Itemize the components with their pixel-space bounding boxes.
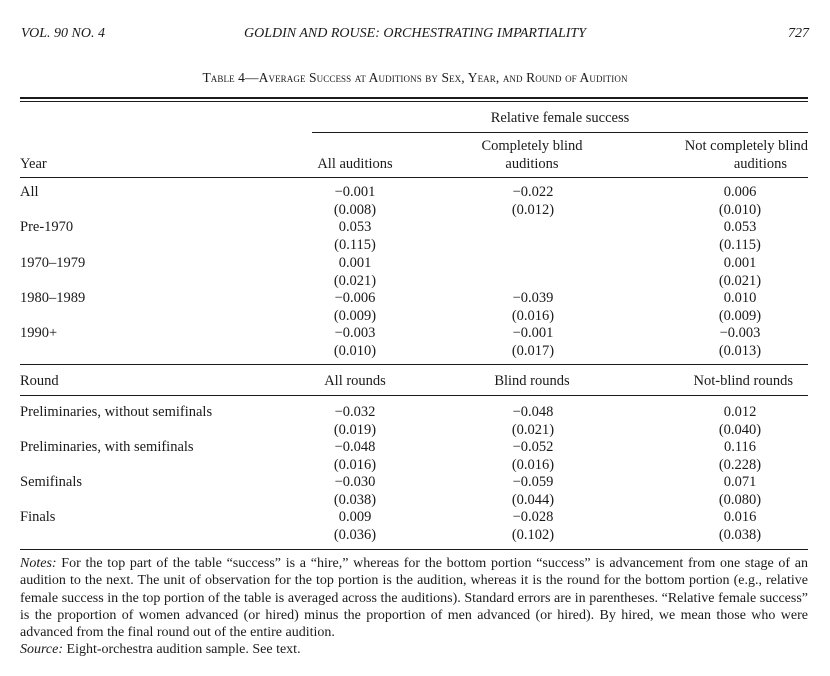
spanner-rule — [312, 132, 808, 133]
page-number: 727 — [788, 26, 809, 41]
cell-value: 0.010 — [723, 290, 757, 306]
cell-value: −0.059 — [512, 474, 554, 490]
table-label: Table 4 — [202, 70, 246, 85]
cell-se: (0.038) — [718, 527, 762, 543]
stub-header-year: Year — [20, 156, 47, 172]
running-head-volume: VOL. 90 NO. 4 — [21, 26, 105, 41]
row-label: Semifinals — [20, 474, 83, 490]
cell-value: −0.003 — [719, 325, 761, 341]
mid-rule-top — [20, 364, 808, 365]
source-label: Source: — [20, 642, 64, 658]
source-text: Eight-orchestra audition sample. See text. — [63, 642, 301, 658]
top-rule-thin — [20, 101, 808, 102]
cell-se: (0.016) — [511, 457, 555, 473]
cell-se: (0.228) — [718, 457, 762, 473]
cell-value: −0.048 — [512, 404, 554, 420]
cell-value: −0.039 — [512, 290, 554, 306]
table-title: Average Success at Auditions by Sex, Year, and Round of Audition — [258, 70, 628, 85]
mid-rule-bottom — [20, 395, 808, 396]
cell-value: −0.048 — [334, 439, 376, 455]
cell-value: 0.012 — [723, 404, 757, 420]
cell-value: −0.028 — [512, 509, 554, 525]
header-completely-blind-line1: Completely blind — [481, 138, 583, 154]
header-not-completely-blind-line2: auditions — [733, 156, 787, 172]
cell-value: −0.022 — [512, 184, 554, 200]
cell-value: −0.001 — [334, 184, 376, 200]
cell-value: −0.003 — [334, 325, 376, 341]
cell-se: (0.009) — [333, 308, 377, 324]
row-label: Preliminaries, without semifinals — [20, 404, 213, 420]
row-label: All — [20, 184, 39, 200]
header-not-blind-rounds: Not-blind rounds — [693, 373, 793, 389]
header-blind-rounds: Blind rounds — [494, 373, 570, 389]
cell-se: (0.012) — [511, 202, 555, 218]
notes-label: Notes: — [20, 556, 57, 571]
table-caption — [0, 70, 830, 86]
caption-dash: — — [245, 70, 259, 85]
spanner-heading: Relative female success — [490, 110, 630, 126]
header-all-rounds: All rounds — [324, 373, 386, 389]
cell-se: (0.115) — [719, 237, 761, 253]
table-notes — [20, 555, 808, 659]
cell-se: (0.115) — [334, 237, 376, 253]
cell-se: (0.019) — [333, 422, 377, 438]
row-label: Finals — [20, 509, 56, 525]
cell-value: 0.001 — [723, 255, 757, 271]
cell-value: 0.009 — [338, 509, 372, 525]
row-label: Pre-1970 — [20, 219, 74, 235]
cell-se: (0.016) — [511, 308, 555, 324]
cell-value: −0.032 — [334, 404, 376, 420]
cell-value: −0.030 — [334, 474, 376, 490]
cell-value: −0.006 — [334, 290, 376, 306]
header-all-auditions: All auditions — [317, 156, 393, 172]
cell-se: (0.102) — [511, 527, 555, 543]
header-rule — [20, 177, 808, 178]
cell-value: 0.071 — [723, 474, 757, 490]
cell-se: (0.021) — [333, 273, 377, 289]
cell-value: 0.116 — [723, 439, 757, 455]
bottom-rule — [20, 549, 808, 550]
cell-value: 0.016 — [723, 509, 757, 525]
row-label: 1980–1989 — [20, 290, 86, 306]
cell-se: (0.008) — [333, 202, 377, 218]
cell-se: (0.038) — [333, 492, 377, 508]
cell-value: 0.053 — [338, 219, 372, 235]
cell-se: (0.017) — [511, 343, 555, 359]
cell-se: (0.010) — [718, 202, 762, 218]
cell-se: (0.010) — [333, 343, 377, 359]
row-label: Preliminaries, with semifinals — [20, 439, 194, 455]
header-not-completely-blind-line1: Not completely blind — [684, 138, 808, 154]
cell-value: −0.001 — [512, 325, 554, 341]
row-label: 1990+ — [20, 325, 58, 341]
cell-se: (0.009) — [718, 308, 762, 324]
stub-header-round: Round — [20, 373, 59, 389]
cell-se: (0.021) — [718, 273, 762, 289]
cell-se: (0.040) — [718, 422, 762, 438]
cell-se: (0.016) — [333, 457, 377, 473]
running-head-title: GOLDIN AND ROUSE: ORCHESTRATING IMPARTIALITY — [244, 26, 586, 41]
cell-value: 0.006 — [723, 184, 757, 200]
row-label: 1970–1979 — [20, 255, 86, 271]
cell-se: (0.044) — [511, 492, 555, 508]
cell-value: 0.053 — [723, 219, 757, 235]
notes-text: For the top part of the table “success” is a “hire,” whereas for the bottom portion “success” is advancement from one stage of an audition to the next. The unit of observation for the top portion is the audition, whereas it is the round for the bottom portion (e.g., relative female success in the top portion of the table is averaged across the auditions). Standard errors are in parentheses. “Relative female success” is the proportion of women advanced (or hired) minus the proportion of men advanced (or hired). By hired, we mean those who were advanced from the final round out of the entire audition. — [20, 556, 808, 641]
cell-se: (0.013) — [718, 343, 762, 359]
cell-se: (0.021) — [511, 422, 555, 438]
cell-value: 0.001 — [338, 255, 372, 271]
top-rule-thick — [20, 97, 808, 99]
cell-se: (0.080) — [718, 492, 762, 508]
cell-value: −0.052 — [512, 439, 554, 455]
cell-se: (0.036) — [333, 527, 377, 543]
header-completely-blind-line2: auditions — [505, 156, 559, 172]
